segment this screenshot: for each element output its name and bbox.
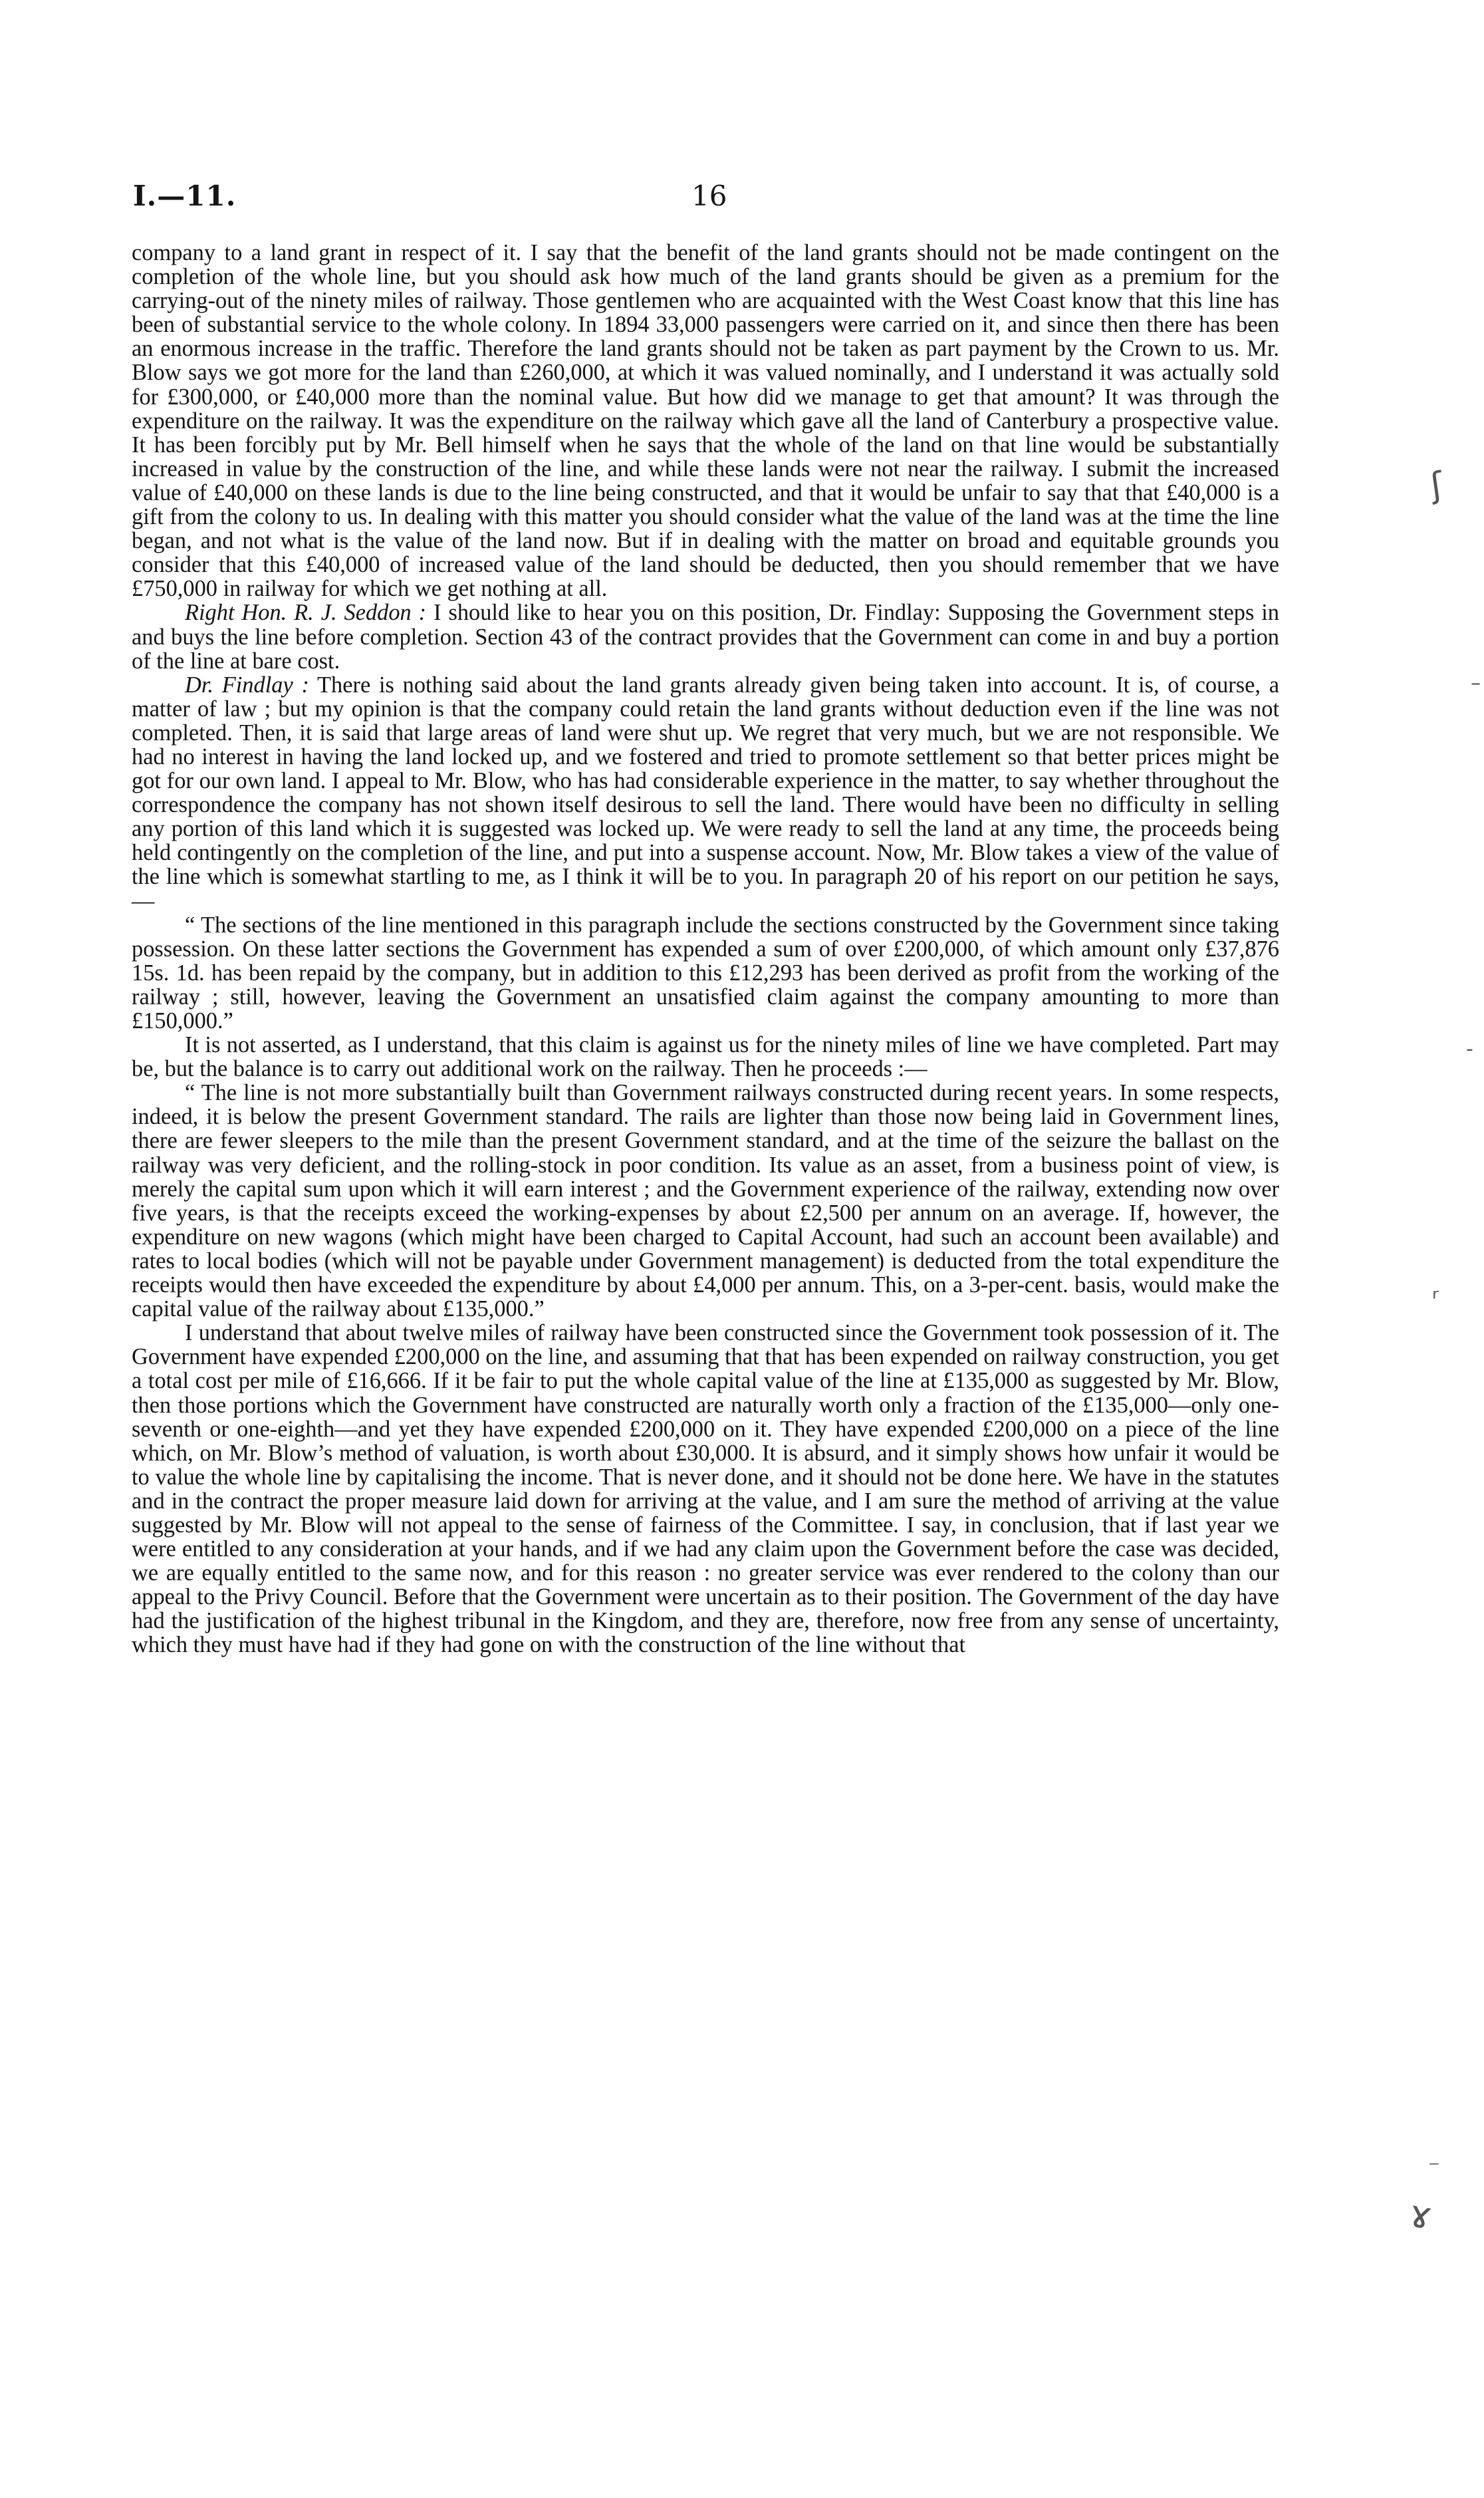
- speaker-findlay: Dr. Findlay :: [185, 672, 309, 698]
- findlay-text: There is nothing said about the land grants already given being taken into account. It is, of course, a matter of law ; but my opinion is that the company could retain the land grants without deduction even if the line was not completed. Then, it is said that large areas of land were shut up. We regret that very much, but we are not responsible. We had no interest in having the land locked up, and we fostered and tried to promote settlement so that better prices might be got for our own land. I appeal to Mr. Blow, who has had considerable experience in the matter, to say whether throughout the correspondence the company has not shown itself desirous to sell the land. There would have been no difficulty in selling any portion of this land which it is suggested was locked up. We were ready to sell the land at any time, the proceeds being held contingently on the completion of the line, and put into a suspense account. Now, Mr. Blow takes a view of the value of the line which is somewhat startling to me, as I think it will be to you. In paragraph 20 of his report on our petition he says,—: [132, 672, 1279, 914]
- quotation-line-value: “ The line is not more substantially built than Government railways constructed during recent years. In some respects, indeed, it is below the present Government standard. The rails are lighter than those now being laid in Government lines, there are fewer sleepers to the mile than the present Government standard, and at the time of the seizure the ballast on the railway was very deficient, and the rolling-stock in poor condition. Its value as an asset, from a business point of view, is merely the capital sum upon which it will earn interest ; and the Government experience of the railway, extending now over five years, is that the receipts exceed the working-expenses by about £2,500 per annum on an average. If, however, the expenditure on new wagons (which might have been charged to Capital Account, had such an account been available) and rates to local bodies (which will not be payable under Government management) is deducted from the total expenditure the receipts would then have exceeded the expenditure by about £4,000 per annum. This, on a 3-per-cent. basis, would make the capital value of the railway about £135,000.”: [132, 1080, 1279, 1322]
- margin-pencil-mark-icon: ʃ: [1427, 465, 1445, 506]
- page-header: [133, 180, 1277, 219]
- margin-tick-mark-icon: ʳ: [1432, 1284, 1439, 1313]
- seddon-text: I should like to hear you on this position, Dr. Findlay: Supposing the Government steps in and buys the line before completion. Section 43 of the contract provides that the Government can come in and buy a portion of the line at bare cost.: [132, 600, 1279, 674]
- page-number: 16: [691, 180, 727, 212]
- paragraph-findlay: [132, 673, 1279, 913]
- margin-dash-mark-icon: ‐: [1466, 1038, 1473, 1061]
- quotation-report-paragraph-20: “ The sections of the line mentioned in this paragraph include the sections constructed by the Government since taking possession. On these latter sections the Government has expended a sum of over £200,000, of which amount only £37,876 15s. 1d. has been repaid by the company, but in addition to this £12,293 has been derived as profit from the working of the railway ; still, however, leaving the Government an unsatisfied claim against the company amounting to more than £150,000.”: [132, 912, 1279, 1034]
- paragraph-continuation: company to a land grant in respect of it. I say that the benefit of the land grants should not be made contingent on the completion of the whole line, but you should ask how much of the land grants should be given as a premium for the carrying-out of the ninety miles of railway. Those gentlemen who are acquainted with the West Coast know that this line has been of substantial service to the whole colony. In 1894 33,000 passengers were carried on it, and since then there has been an enormous increase in the traffic. Therefore the land grants should not be taken as part payment by the Crown to us. Mr. Blow says we got more for the land than £260,000, at which it was valued nominally, and I understand it was actually sold for £300,000, or £40,000 more than the nominal value. But how did we manage to get that amount? It was through the expenditure on the railway. It was the expenditure on the railway which gave all the land of Canterbury a prospective value. It has been forcibly put by Mr. Bell himself when he says that the whole of the land on that line would be substantially increased in value by the construction of the line, and while these lands were not near the railway. I submit the increased value of £40,000 on these lands is due to the line being constructed, and that it would be unfair to say that that £40,000 is a gift from the colony to us. In dealing with this matter you should consider what the value of the land was at the time the line began, and not what is the value of the land now. But if in dealing with the matter on broad and equitable grounds you consider that this £40,000 of increased value of the land should be deducted, then you should remember that we have £750,000 in railway for which we get nothing at all.: [132, 240, 1279, 602]
- paragraph-conclusion: I understand that about twelve miles of railway have been constructed since the Government took possession of it. The Government have expended £200,000 on the line, and assuming that that has been expended on railway construction, you get a total cost per mile of £16,666. If it be fair to put the whole capital value of the line at £135,000 as suggested by Mr. Blow, then those portions which the Government have constructed are naturally worth only a fraction of the £135,000—only one-seventh or one-eighth—and yet they have expended £200,000 on it. They have expended £200,000 on a piece of the line which, on Mr. Blow’s method of valuation, is worth about £30,000. It is absurd, and it simply shows how unfair it would be to value the whole line by capitalising the income. That is never done, and it should not be done here. We have in the statutes and in the contract the proper measure laid down for arriving at the value, and I am sure the method of arriving at the value suggested by Mr. Blow will not appeal to the sense of fairness of the Committee. I say, in conclusion, that if last year we were entitled to any consideration at your hands, and if we had any claim upon the Government before the case was decided, we are equally entitled to the same now, and for this reason : no greater service was ever rendered to the colony than our appeal to the Privy Council. Before that the Government were uncertain as to their position. The Government of the day have had the justification of the highest tribunal in the Kingdom, and they are, therefore, now free from any sense of uncertainty, which they must have had if they had gone on with the construction of the line without that: [132, 1320, 1279, 1658]
- margin-pencil-mark-icon: ɤ: [1406, 2191, 1435, 2239]
- speaker-seddon: Right Hon. R. J. Seddon :: [185, 600, 427, 626]
- margin-dash-mark-icon: ⁻: [1428, 2155, 1440, 2181]
- margin-dash-mark-icon: –: [1471, 672, 1481, 695]
- body-text: [132, 241, 1279, 1657]
- page-reference: I.—11.: [133, 180, 237, 212]
- paragraph-claim: It is not asserted, as I understand, that this claim is against us for the ninety miles of line we have completed. Part may be, but the balance is to carry out additional work on the railway. Then he proceeds :—: [132, 1032, 1279, 1082]
- paragraph-seddon: [132, 601, 1279, 672]
